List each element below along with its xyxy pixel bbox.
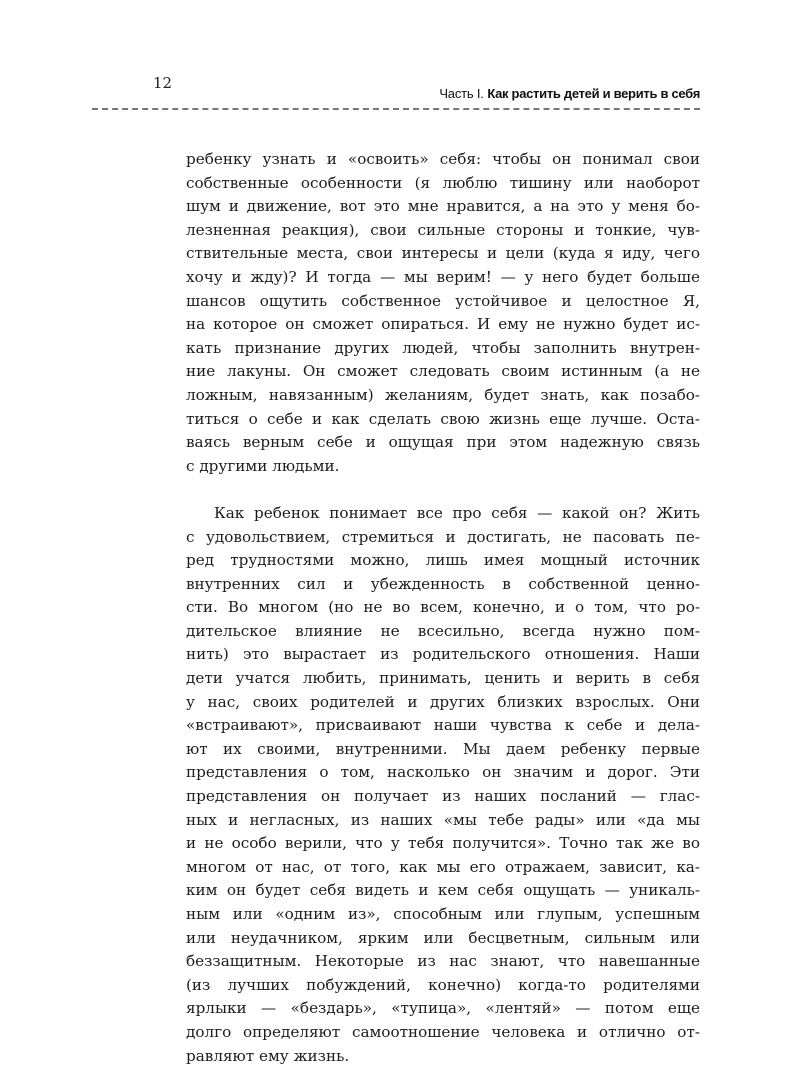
text-line: хочу и жду)? И тогда — мы верим! — у него будет больше [186,267,700,286]
text-line: у нас, своих родителей и других близких взрослых. Они [186,692,700,711]
text-line: кать признание других людей, чтобы заполнить внутрен- [186,338,700,357]
header-divider [92,108,700,110]
text-line: многом от нас, от того, как мы его отражаем, зависит, ка- [186,857,700,876]
text-line: ваясь верным себе и ощущая при этом надежную связь [186,433,700,452]
text-line: ярлыки — «бездарь», «тупица», «лентяй» — потом еще [186,999,700,1018]
text-line: лезненная реакция), свои сильные стороны и тонкие, чув- [186,220,700,239]
text-line: шум и движение, вот это мне нравится, а на это у меня бо- [186,197,700,216]
text-line: сти. Во многом (но не во всем, конечно, и о том, что ро- [186,598,700,617]
text-line: ние лакуны. Он сможет следовать своим истинным (а не [186,362,700,381]
text-line: с другими людьми. [186,456,340,475]
paragraph-2 [186,502,700,1068]
text-line: долго определяют самоотношение человека и отлично от- [186,1022,700,1041]
text-line: Как ребенок понимает все про себя — какой он? Жить [214,503,700,522]
text-line: ных и негласных, из наших «мы тебе рады» или «да мы [186,810,700,829]
text-line: титься о себе и как сделать свою жизнь еще лучше. Оста- [186,409,700,428]
text-line: или неудачником, ярким или бесцветным, сильным или [186,928,700,947]
text-line: внутренних сил и убежденность в собственной ценно- [186,574,700,593]
text-line: шансов ощутить собственное устойчивое и целостное Я, [186,291,700,310]
part-label: Часть I. [439,86,484,101]
text-line: «встраивают», присваивают наши чувства к себе и дела- [186,716,700,735]
text-line: равляют ему жизнь. [186,1046,350,1065]
paragraph-1 [186,148,700,478]
text-line: нить) это вырастает из родительского отношения. Наши [186,645,700,664]
text-line: ребенку узнать и «освоить» себя: чтобы он понимал свои [186,150,700,168]
paragraph-gap [186,478,700,502]
text-line: дети учатся любить, принимать, ценить и верить в себя [186,669,700,688]
text-line: ствительные места, свои интересы и цели (куда я иду, чего [186,244,700,263]
text-line: представления он получает из наших посланий — глас- [186,787,700,806]
text-line: на которое он сможет опираться. И ему не нужно будет ис- [186,315,700,334]
text-line: ред трудностями можно, лишь имея мощный источник [186,551,700,570]
text-line: дительское влияние не всесильно, всегда нужно пом- [186,621,700,640]
text-line: представления о том, насколько он значим и дорог. Эти [186,763,700,782]
text-line: собственные особенности (я люблю тишину или наоборот [186,173,700,192]
text-line: с удовольствием, стремиться и достигать, не пасовать пе- [186,527,700,546]
page-number: 12 [153,74,173,92]
text-line: и не особо верили, что у тебя получится». Точно так же во [186,834,700,853]
text-line: ким он будет себя видеть и кем себя ощущать — уникаль- [186,881,700,900]
text-line: ложным, навязанным) желаниям, будет знать, как позабо- [186,385,700,404]
running-head [439,86,700,101]
body-text [186,148,700,1068]
text-line: беззащитным. Некоторые из нас знают, что навешанные [186,952,700,971]
text-line: (из лучших побуждений, конечно) когда-то родителями [186,975,700,994]
text-line: ным или «одним из», способным или глупым, успешным [186,905,700,923]
chapter-title: Как растить детей и верить в себя [487,86,700,101]
text-line: ют их своими, внутренними. Мы даем ребенку первые [186,739,700,758]
